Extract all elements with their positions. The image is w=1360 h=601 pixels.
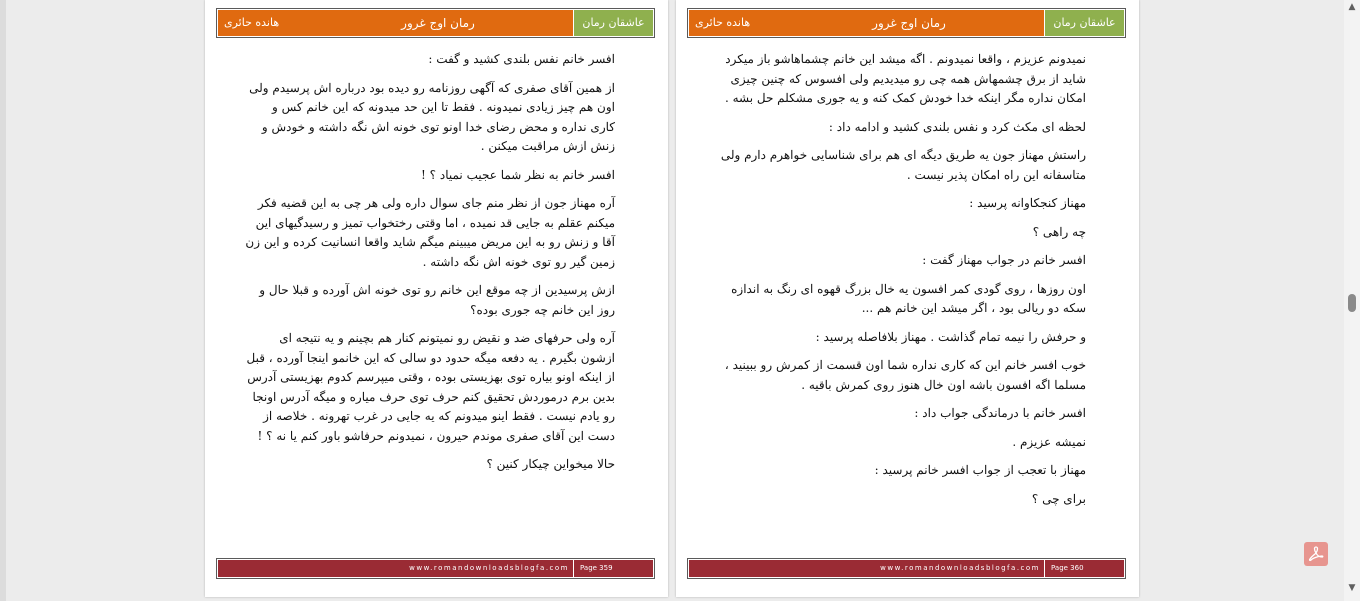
paragraph: لحظه ای مکث کرد و نفس بلندی کشید و ادامه داد : xyxy=(828,119,1086,134)
header-author: هانده حائری xyxy=(224,16,280,29)
paragraph: برای چی ؟ xyxy=(1031,491,1086,506)
footer-url: www.romandownloadsblogfa.com xyxy=(880,564,1040,572)
footer-page-number: Page 359 xyxy=(573,560,653,577)
pdf-icon xyxy=(1308,546,1324,562)
paragraph: افسر خانم در جواب مهناز گفت : xyxy=(922,253,1086,267)
document-page-359 xyxy=(205,0,668,597)
page-footer xyxy=(687,558,1126,579)
footer-url: www.romandownloadsblogfa.com xyxy=(409,564,569,572)
header-series: عاشقان رمان xyxy=(573,10,653,36)
paragraph: نمیشه عزیزم . xyxy=(1012,434,1086,449)
viewer-left-gutter xyxy=(0,0,6,601)
paragraph: اون روزها ، روی گودی کمر افسون یه خال بزرگ قهوه ای رنگ به اندازه سکه دو ریالی بود ، اگر میشد این خانم هم ... xyxy=(731,281,1086,315)
header-novel-title: رمان اوج غرور xyxy=(872,16,946,30)
paragraph: مهناز با تعجب از جواب افسر خانم پرسید : xyxy=(874,463,1086,477)
paragraph: ازش پرسیدین از چه موقع این خانم رو توی خونه اش آورده و قبلا حال و روز این خانم چه جوری بوده؟ xyxy=(259,283,615,317)
paragraph: و حرفش را نیمه تمام گذاشت . مهناز بلافاصله پرسید : xyxy=(815,329,1086,344)
header-author: هانده حائری xyxy=(695,16,751,29)
chevron-down-icon[interactable]: ▼ xyxy=(1348,583,1356,593)
chevron-up-icon[interactable]: ▲ xyxy=(1348,2,1356,12)
paragraph: راستش مهناز جون یه طریق دیگه ای هم برای شناسایی خواهرم دارم ولی متاسفانه این راه امکان پذیر نیست . xyxy=(720,148,1086,182)
page-footer xyxy=(216,558,655,579)
paragraph: نمیدونم عزیزم ، واقعا نمیدونم . اگه میشد این خانم چشماهاشو باز میکرد شاید از برق چشمهاش همه چی رو میدیدیم ولی افسوس که چنین چیزی امکان نداره مگر اینکه خدا خودش کمک کنه و یه جوری مشکلم حل بشه . xyxy=(724,52,1086,105)
paragraph: افسر خانم نفس بلندی کشید و گفت : xyxy=(428,52,615,66)
footer-page-number: Page 360 xyxy=(1044,560,1124,577)
header-series: عاشقان رمان xyxy=(1044,10,1124,36)
paragraph: افسر خانم به نظر شما عجیب نمیاد ؟ ! xyxy=(421,167,615,182)
page-header xyxy=(216,8,655,38)
paragraph: حالا میخواین چیکار کنین ؟ xyxy=(486,457,615,471)
header-novel-title: رمان اوج غرور xyxy=(401,16,475,30)
paragraph: خوب افسر خانم این که کاری نداره شما اون قسمت از کمرش رو ببینید ، مسلما اگه افسون باشه اون خال هنوز روی کمرش باقیه . xyxy=(724,358,1086,392)
page-text xyxy=(716,50,1086,518)
paragraph: آره ولی حرفهای ضد و نقیض رو نمیتونم کنار هم بچینم و یه نتیجه ای ازشون بگیرم . یه دفعه میگه حدود دو سالی که این خانمو اینجا آورده ، قبل از اینکه اونو بیاره توی بهزیستی بوده ، وقتی میپرسم کدوم بهزیستی آدرس بدین برم درموردش تحقیق کنم حرف توی حرف میاره و میگه آدرس اونجا رو یادم نیست . فقط اینو میدونم که یه جایی در غرب تهرونه . خلاصه از دست این آقای صفری موندم حیرون ، نمیدونم حرفاشو باور کنم یا نه ؟ ! xyxy=(246,331,615,443)
pdf-tools-button[interactable] xyxy=(1304,542,1328,566)
paragraph: از همین آقای صفری که آگهی روزنامه رو دیده بود درباره اش پرسیدم ولی اون هم چیز زیادی نمیدونه . فقط تا این حد میدونه که این خانم کس و کاری نداره و محض رضای خدا اونو توی خونه اش نگه داشته و خودش و زنش ازش مراقبت میکنن . xyxy=(249,80,615,153)
document-page-360 xyxy=(676,0,1139,597)
page-text xyxy=(245,50,615,484)
paragraph: چه راهی ؟ xyxy=(1032,224,1086,239)
scrollbar-thumb[interactable] xyxy=(1348,294,1356,312)
vertical-scrollbar[interactable] xyxy=(1344,0,1360,601)
paragraph: آره مهناز جون از نظر منم جای سوال داره ولی هر چی به این قضیه فکر میکنم عقلم به جایی قد نمیده ، اما وقتی رختخواب تمیز و رسیدگیهای این آقا و زنش رو به این مریض میبینم میگم شاید واقعا انسانیت کرده و این زن زمین گیر رو توی خونه اش نگه داشته . xyxy=(245,196,615,269)
paragraph: افسر خانم با درماندگی جواب داد : xyxy=(914,406,1086,420)
page-header xyxy=(687,8,1126,38)
paragraph: مهناز کنجکاوانه پرسید : xyxy=(969,196,1086,210)
